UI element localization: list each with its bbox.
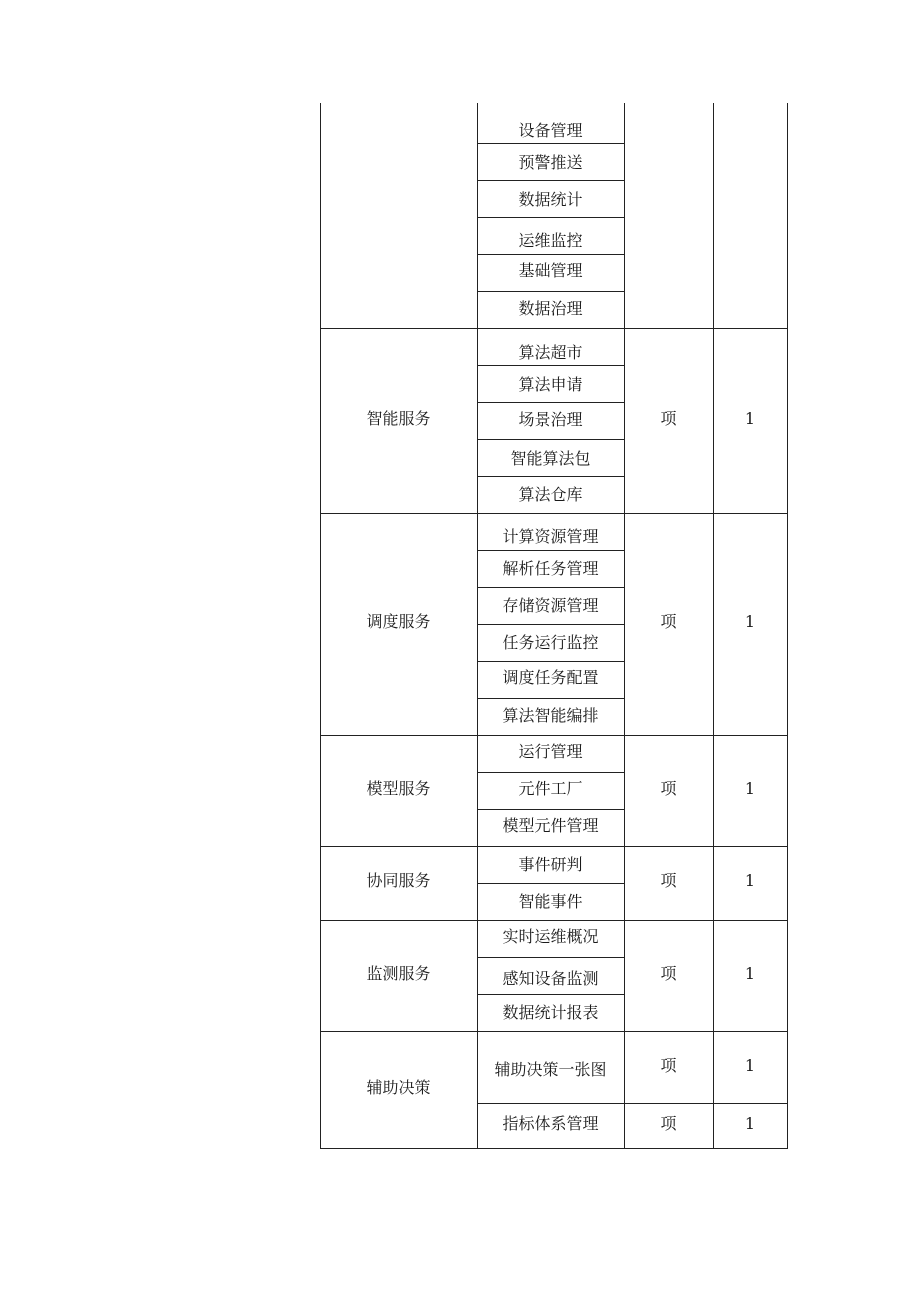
category-label: 模型服务 — [366, 778, 431, 798]
category-label: 智能服务 — [366, 408, 431, 428]
list-item: 算法智能编排 — [502, 706, 599, 725]
quantity-cell: 1 — [744, 408, 756, 428]
unit-cell: 项 — [660, 612, 677, 631]
column-border-2 — [624, 103, 625, 1148]
item-row-border — [477, 291, 624, 292]
list-item: 数据统计 — [518, 190, 583, 209]
column-border-4 — [787, 103, 788, 1148]
item-row-border — [477, 439, 624, 440]
item-row-border — [477, 994, 624, 995]
item-row-border — [477, 587, 624, 588]
item-row-border — [477, 883, 624, 884]
item-row-border — [477, 550, 624, 551]
item-row-border — [477, 661, 624, 662]
list-item: 预警推送 — [518, 153, 583, 172]
group-border — [320, 920, 788, 921]
item-row-border — [477, 1103, 788, 1104]
list-item: 运行管理 — [518, 742, 583, 761]
item-row-border — [477, 772, 624, 773]
item-row-border — [477, 624, 624, 625]
service-list-table — [320, 103, 788, 1148]
column-border-1 — [477, 103, 478, 1148]
item-row-border — [477, 809, 624, 810]
item-row-border — [477, 476, 624, 477]
quantity-cell: 1 — [744, 871, 756, 890]
list-item: 智能算法包 — [510, 449, 591, 468]
unit-cell: 项 — [660, 1114, 677, 1133]
column-border-3 — [713, 103, 714, 1148]
list-item: 算法仓库 — [518, 485, 583, 504]
list-item: 任务运行监控 — [502, 633, 599, 652]
group-border — [320, 328, 788, 329]
category-label: 调度服务 — [366, 612, 431, 631]
list-item: 调度任务配置 — [502, 668, 599, 687]
list-item: 基础管理 — [518, 261, 583, 280]
list-item: 解析任务管理 — [502, 559, 599, 578]
list-item: 模型元件管理 — [502, 816, 599, 835]
list-item: 存储资源管理 — [502, 596, 599, 615]
list-item: 元件工厂 — [518, 779, 583, 798]
group-border — [320, 1148, 788, 1149]
quantity-cell: 1 — [744, 612, 756, 631]
category-label: 辅助决策 — [366, 1077, 431, 1097]
group-border — [320, 1031, 788, 1032]
item-row-border — [477, 957, 624, 958]
item-row-border — [477, 402, 624, 403]
quantity-cell: 1 — [744, 963, 756, 983]
unit-cell: 项 — [660, 778, 677, 798]
list-item: 数据统计报表 — [502, 1003, 599, 1022]
list-item: 感知设备监测 — [502, 969, 599, 988]
list-item: 算法超市 — [518, 343, 583, 362]
category-label: 协同服务 — [366, 871, 431, 890]
list-item: 运维监控 — [518, 231, 583, 250]
list-item: 实时运维概况 — [502, 927, 599, 946]
list-item: 场景治理 — [518, 410, 583, 429]
quantity-cell: 1 — [744, 1114, 756, 1133]
category-label: 监测服务 — [366, 963, 431, 983]
list-item: 计算资源管理 — [502, 527, 599, 546]
list-item: 算法申请 — [518, 375, 583, 394]
group-border — [320, 735, 788, 736]
item-row-border — [477, 698, 624, 699]
list-item: 数据治理 — [518, 299, 583, 318]
quantity-cell: 1 — [744, 778, 756, 798]
quantity-cell: 1 — [744, 1056, 756, 1075]
unit-cell: 项 — [660, 408, 677, 428]
unit-cell: 项 — [660, 963, 677, 983]
group-border — [320, 513, 788, 514]
list-item: 事件研判 — [518, 855, 583, 874]
list-item: 设备管理 — [518, 121, 583, 140]
item-row-border — [477, 180, 624, 181]
list-item: 智能事件 — [518, 892, 583, 911]
list-item: 辅助决策一张图 — [494, 1060, 607, 1079]
item-row-border — [477, 143, 624, 144]
item-row-border — [477, 217, 624, 218]
unit-cell: 项 — [660, 871, 677, 890]
column-border-0 — [320, 103, 321, 1148]
group-border — [320, 846, 788, 847]
unit-cell: 项 — [660, 1056, 677, 1075]
item-row-border — [477, 365, 624, 366]
list-item: 指标体系管理 — [502, 1114, 599, 1133]
item-row-border — [477, 254, 624, 255]
